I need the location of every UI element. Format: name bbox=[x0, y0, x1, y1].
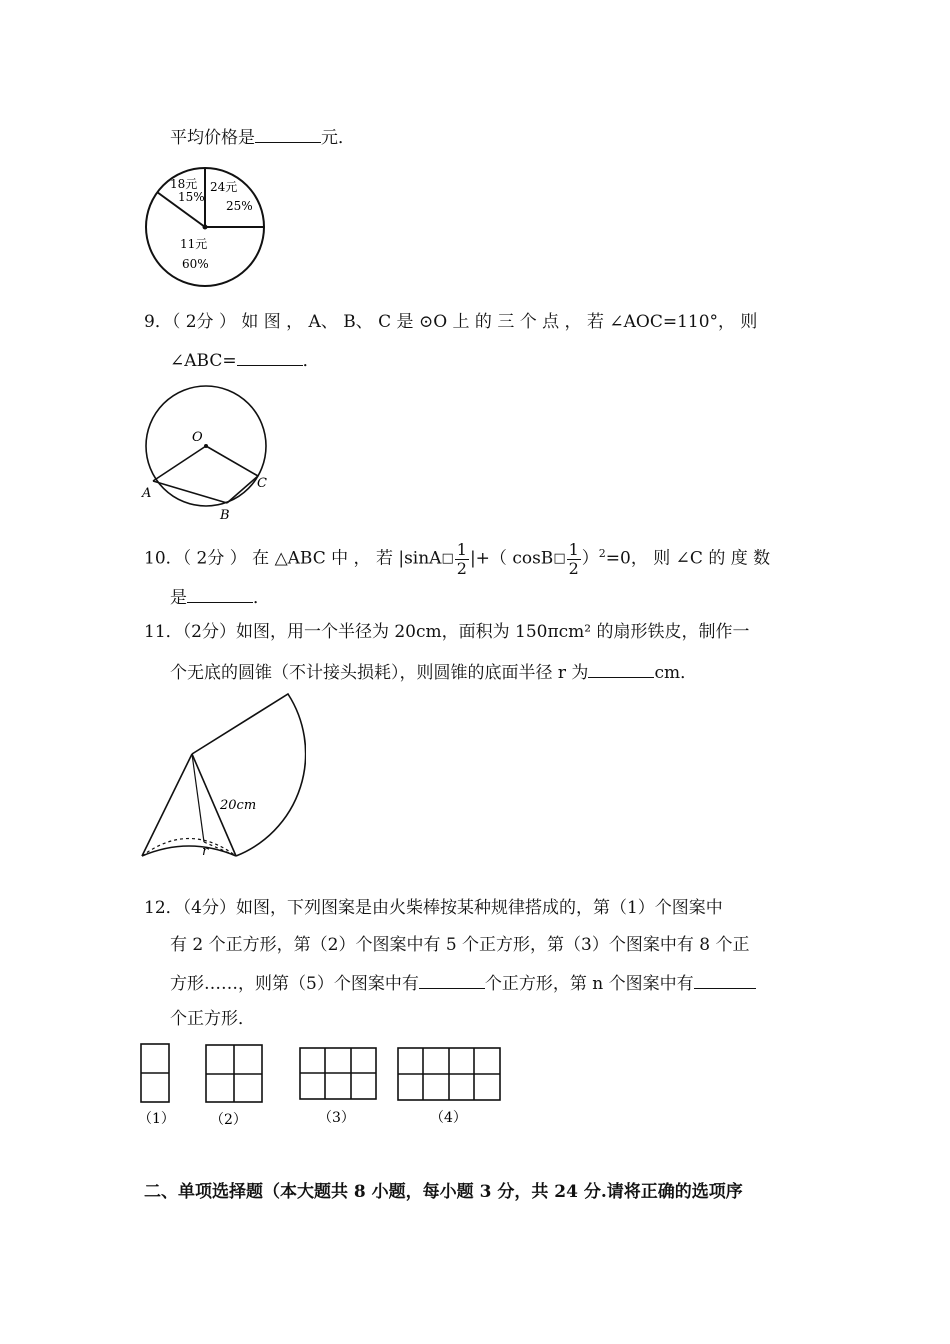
pie-label-11: 11元 bbox=[180, 237, 208, 251]
pattern-4 bbox=[398, 1048, 500, 1100]
label-o: O bbox=[192, 430, 203, 445]
q8-pie-chart bbox=[140, 160, 270, 290]
sector-outline bbox=[192, 694, 306, 856]
q11-cone-figure bbox=[136, 686, 306, 866]
q8-answer-blank[interactable] bbox=[255, 124, 321, 143]
q9-line2-prefix: ∠ABC= bbox=[170, 351, 237, 371]
q10-line2 bbox=[170, 584, 270, 610]
pattern-2 bbox=[206, 1045, 262, 1102]
caption-2: （2） bbox=[210, 1112, 247, 1128]
segment-oa bbox=[153, 446, 206, 481]
q11-line2 bbox=[170, 659, 697, 685]
caption-1: （1） bbox=[138, 1111, 175, 1127]
q10-frac1-den: 2 bbox=[456, 558, 467, 578]
pie-center-dot bbox=[203, 225, 208, 230]
base-back-arc bbox=[142, 839, 236, 857]
q12-line3 bbox=[170, 970, 756, 996]
q10-prefix: 10．（ 2分 ） 在 △ABC 中 ， 若 |sinA bbox=[144, 548, 442, 569]
q10-box1: □ bbox=[441, 551, 454, 567]
q10-line2-suffix: ． bbox=[253, 588, 270, 608]
q12-line3-mid: 个正方形，第 n 个图案中有 bbox=[484, 974, 694, 994]
q10-answer-blank[interactable] bbox=[187, 584, 253, 603]
label-20cm: 20cm bbox=[220, 798, 257, 813]
pie-label-15pct: 15% bbox=[178, 190, 205, 204]
caption-4: （4） bbox=[430, 1110, 467, 1126]
q11-line2-suffix: cm． bbox=[654, 663, 698, 683]
segment-ab bbox=[153, 481, 227, 503]
q10-mid: |+（ cosB bbox=[469, 548, 554, 569]
q10-frac2 bbox=[567, 541, 581, 578]
q12-answer-blank-1[interactable] bbox=[419, 970, 485, 989]
segment-oc bbox=[206, 446, 258, 476]
q11-line1: 11．（2分）如图，用一个半径为 20cm，面积为 150πcm² 的扇形铁皮，制作一 bbox=[144, 622, 750, 642]
pie-label-25pct: 25% bbox=[226, 199, 253, 213]
q11-answer-blank[interactable] bbox=[588, 659, 654, 678]
q8-text-prefix: 平均价格是 bbox=[170, 128, 255, 148]
q12-answer-blank-2[interactable] bbox=[694, 970, 756, 989]
q10-line2-prefix: 是 bbox=[170, 588, 187, 608]
q10-close: ） bbox=[581, 548, 599, 569]
q9-circle-figure bbox=[138, 382, 278, 522]
q9-line2 bbox=[170, 347, 320, 373]
section2-title: 二、单项选择题（本大题共 8 小题，每小题 3 分，共 24 分.请将正确的选项序 bbox=[144, 1182, 743, 1202]
q10-frac1 bbox=[455, 541, 469, 578]
q12-line3-prefix: 方形……，则第（5）个图案中有 bbox=[170, 974, 419, 994]
pie-label-60pct: 60% bbox=[182, 257, 209, 271]
q10-frac2-num: 1 bbox=[568, 539, 579, 559]
caption-3: （3） bbox=[318, 1110, 355, 1126]
pie-label-24: 24元 bbox=[210, 180, 238, 194]
label-r: r bbox=[202, 844, 209, 859]
q9-line1: 9．（ 2分 ） 如 图 ， A、 B、 C 是 ⊙O 上 的 三 个 点 ， 若 ∠AOC=110°， 则 bbox=[144, 312, 758, 332]
q12-line1: 12．（4分）如图，下列图案是由火柴棒按某种规律搭成的，第（1）个图案中 bbox=[144, 898, 723, 918]
q9-line2-suffix: ． bbox=[302, 351, 320, 371]
q8-text-suffix: 元． bbox=[321, 128, 355, 148]
q10-frac1-num: 1 bbox=[456, 539, 467, 559]
q12-pattern-figure bbox=[134, 1038, 514, 1138]
q10-box2: □ bbox=[553, 551, 566, 567]
q10-frac2-den: 2 bbox=[568, 558, 579, 578]
q10-suffix: =0， 则 ∠C 的 度 数 bbox=[605, 548, 771, 569]
q10-line1 bbox=[144, 534, 770, 579]
pattern-1 bbox=[141, 1044, 169, 1102]
pie-label-18: 18元 bbox=[170, 177, 198, 191]
q11-line2-prefix: 个无底的圆锥（不计接头损耗），则圆锥的底面半径 r 为 bbox=[170, 663, 589, 683]
q12-line2: 有 2 个正方形，第（2）个图案中有 5 个正方形，第（3）个图案中有 8 个正 bbox=[170, 935, 750, 955]
segment-bc bbox=[227, 476, 258, 503]
label-a: A bbox=[142, 486, 152, 501]
label-b: B bbox=[220, 508, 230, 522]
pattern-3 bbox=[300, 1048, 376, 1099]
q10-exp: 2 bbox=[598, 547, 606, 560]
q9-answer-blank[interactable] bbox=[237, 347, 303, 366]
label-c: C bbox=[257, 476, 267, 491]
q12-line4: 个正方形． bbox=[170, 1009, 255, 1029]
q8-text bbox=[170, 124, 355, 150]
cone-left-edge bbox=[142, 754, 192, 856]
